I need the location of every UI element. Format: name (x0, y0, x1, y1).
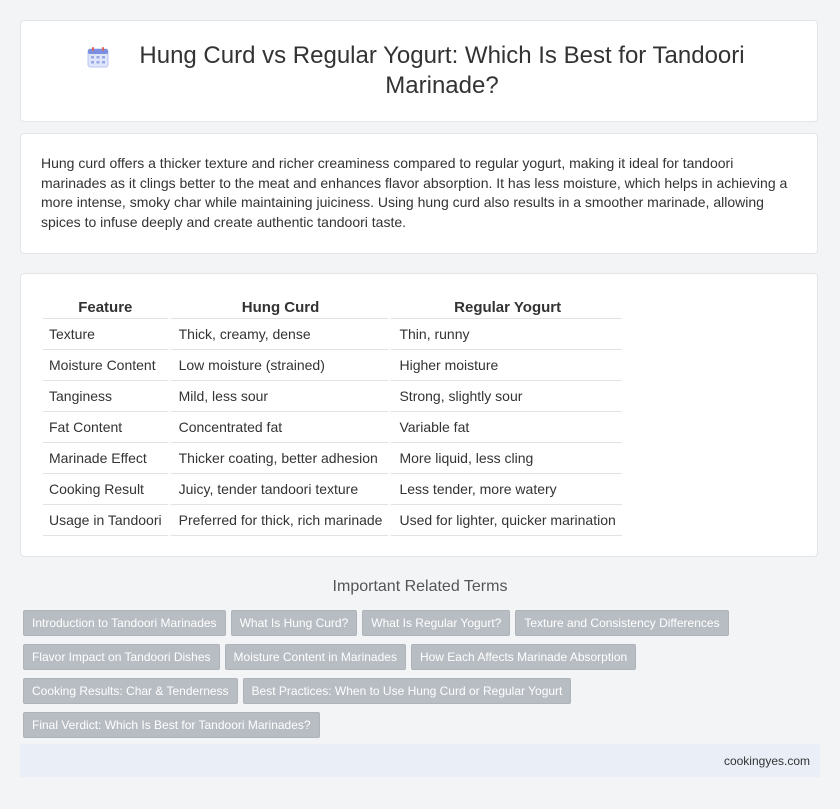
table-cell: Mild, less sour (168, 381, 389, 412)
related-tag[interactable]: Best Practices: When to Use Hung Curd or Regular Yogurt (243, 678, 572, 704)
table-cell: Used for lighter, quicker marination (388, 505, 621, 536)
page-title: Hung Curd vs Regular Yogurt: Which Is Best for Tandoori Marinade? (139, 42, 745, 99)
related-tag[interactable]: What Is Hung Curd? (231, 610, 358, 636)
comparison-card (20, 273, 818, 557)
table-cell: Texture (43, 319, 168, 350)
comparison-table (43, 295, 622, 536)
header-hung-curd: Hung Curd (168, 295, 389, 319)
table-cell: Preferred for thick, rich marinade (168, 505, 389, 536)
intro-text: Hung curd offers a thicker texture and richer creaminess compared to regular yogurt, making it ideal for tandoori marinades as it clings better to the meat and enhances flavor absorption. It has less moisture, which helps in achieving a more intense, smoky char while maintaining juiciness. Using hung curd also results in a smoother marinade, allowing spices to infuse deeply and create authentic tandoori taste. (41, 155, 788, 230)
related-terms-tags (23, 610, 813, 746)
header-card (20, 20, 818, 122)
header-regular-yogurt: Regular Yogurt (388, 295, 621, 319)
related-tag[interactable]: How Each Affects Marinade Absorption (411, 644, 636, 670)
table-cell: Juicy, tender tandoori texture (168, 474, 389, 505)
table-cell: Low moisture (strained) (168, 350, 389, 381)
calendar-icon (86, 45, 110, 69)
table-cell: More liquid, less cling (388, 443, 621, 474)
related-tag[interactable]: Introduction to Tandoori Marinades (23, 610, 226, 636)
table-row (43, 319, 622, 350)
table-cell: Thick, creamy, dense (168, 319, 389, 350)
table-cell: Marinade Effect (43, 443, 168, 474)
header-inner (69, 41, 769, 101)
header-feature: Feature (43, 295, 168, 319)
intro-card (20, 133, 818, 254)
related-tag[interactable]: Final Verdict: Which Is Best for Tandoori Marinades? (23, 712, 320, 738)
table-cell: Moisture Content (43, 350, 168, 381)
table-row (43, 474, 622, 505)
table-cell: Fat Content (43, 412, 168, 443)
table-row (43, 381, 622, 412)
footer (20, 744, 820, 777)
footer-site-link[interactable]: cookingyes.com (723, 753, 810, 768)
table-cell: Thin, runny (388, 319, 621, 350)
table-row (43, 412, 622, 443)
related-tag[interactable]: What Is Regular Yogurt? (362, 610, 510, 636)
table-row (43, 443, 622, 474)
related-tag[interactable]: Cooking Results: Char & Tenderness (23, 678, 238, 704)
table-cell: Less tender, more watery (388, 474, 621, 505)
related-tag[interactable]: Moisture Content in Marinades (225, 644, 406, 670)
table-cell: Higher moisture (388, 350, 621, 381)
table-header-row (43, 295, 622, 319)
related-terms-title: Important Related Terms (332, 578, 508, 595)
related-tag[interactable]: Texture and Consistency Differences (515, 610, 728, 636)
table-cell: Usage in Tandoori (43, 505, 168, 536)
table-cell: Tanginess (43, 381, 168, 412)
table-cell: Thicker coating, better adhesion (168, 443, 389, 474)
table-cell: Variable fat (388, 412, 621, 443)
table-row (43, 350, 622, 381)
table-cell: Concentrated fat (168, 412, 389, 443)
table-row (43, 505, 622, 536)
table-cell: Cooking Result (43, 474, 168, 505)
table-cell: Strong, slightly sour (388, 381, 621, 412)
related-tag[interactable]: Flavor Impact on Tandoori Dishes (23, 644, 220, 670)
